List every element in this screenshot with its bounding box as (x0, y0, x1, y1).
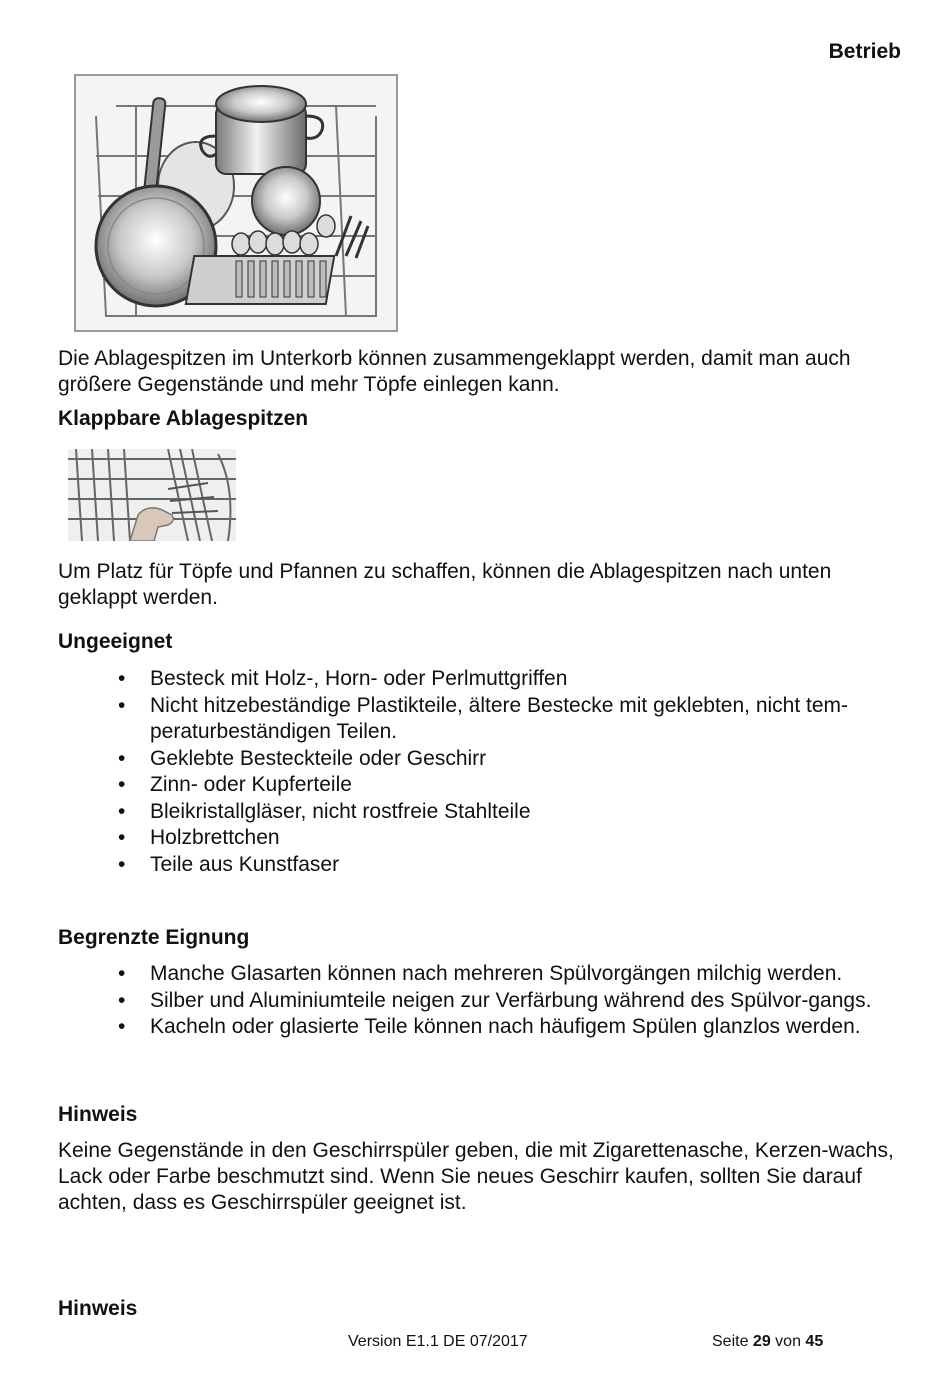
list-item: • Bleikristallgläser, nicht rostfreie Stahlteile (58, 799, 918, 826)
lower-basket-illustration (74, 74, 398, 332)
intro-paragraph: Die Ablagespitzen im Unterkorb können zusammengeklappt werden, damit man auch größere Gegenstände und mehr Töpfe einlegen kann. (58, 347, 851, 396)
folding-tines-paragraph: Um Platz für Töpfe und Pfannen zu schaffen, können die Ablagespitzen nach unten geklappt werden. (58, 560, 832, 609)
list-item: • Zinn- oder Kupferteile (58, 772, 918, 799)
folding-tines-heading: Klappbare Ablagespitzen (58, 407, 309, 430)
list-item: • Manche Glasarten können nach mehreren Spülvorgängen milchig werden. (58, 961, 918, 988)
lower-basket-drawing (76, 76, 396, 330)
footer-version: Version E1.1 DE 07/2017 (348, 1333, 528, 1350)
list-item: • Kacheln oder glasierte Teile können nach häufigem Spülen glanzlos werden. (58, 1014, 918, 1041)
note-paragraph: Keine Gegenstände in den Geschirrspüler geben, die mit Zigarettenasche, Kerzen-wachs, Lack oder Farbe beschmutzt sind. Wenn Sie neues Geschirr kaufen, sollten Sie darauf achten, dass es Geschirrspüler geeignet ist. (58, 1139, 894, 1214)
note-heading: Hinweis (58, 1103, 138, 1126)
bullet-icon: • (118, 667, 126, 690)
folding-tines-drawing (68, 449, 236, 541)
note-heading-2: Hinweis (58, 1297, 138, 1320)
list-item: • Silber und Aluminiumteile neigen zur Verfärbung während des Spülvor-gangs. (58, 988, 918, 1015)
section-title: Betrieb (828, 40, 901, 63)
unsuitable-list (58, 666, 918, 878)
list-item: • Besteck mit Holz-, Horn- oder Perlmuttgriffen (58, 666, 918, 693)
unsuitable-heading: Ungeeignet (58, 630, 173, 653)
bullet-icon: • (118, 799, 126, 823)
list-item: • Geklebte Besteckteile oder Geschirr (58, 746, 918, 773)
footer-page-number: Seite 29 von 45 (712, 1333, 824, 1350)
bullet-icon: • (118, 826, 126, 849)
limited-heading: Begrenzte Eignung (58, 926, 250, 949)
list-item: • Nicht hitzebeständige Plastikteile, ältere Bestecke mit geklebten, nicht tem-peraturbeständigen Teilen. (118, 693, 849, 743)
bullet-icon: • (118, 962, 126, 985)
list-item: • Teile aus Kunstfaser (58, 852, 918, 879)
bullet-icon: • (118, 746, 126, 770)
limited-list (58, 961, 918, 1041)
bullet-icon: • (118, 693, 126, 717)
bullet-icon: • (118, 773, 126, 796)
bullet-icon: • (118, 1015, 126, 1038)
bullet-icon: • (118, 988, 126, 1012)
bullet-icon: • (118, 852, 126, 876)
folding-tines-illustration (68, 449, 236, 541)
list-item: • Holzbrettchen (58, 825, 918, 852)
